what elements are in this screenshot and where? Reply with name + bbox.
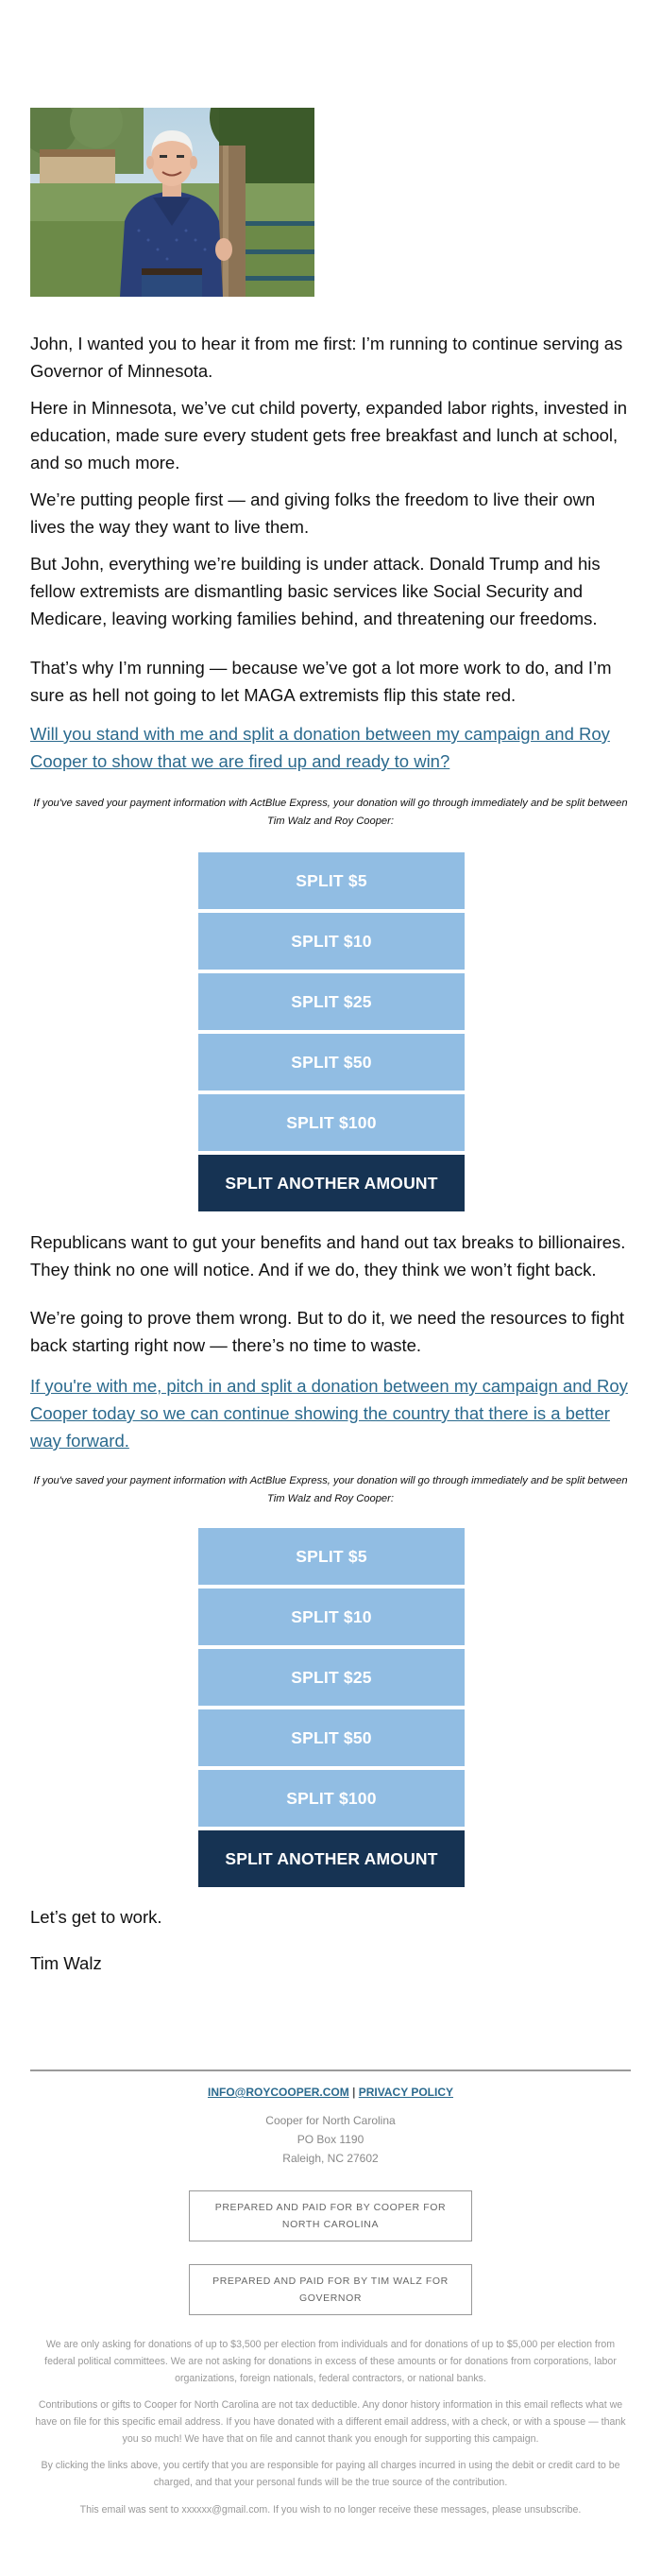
paid-for-box-walz: [189, 2264, 472, 2315]
paid-for-text-walz: PREPARED AND PAID FOR BY TIM WALZ FOR GOVERNOR: [212, 2275, 449, 2304]
under-attack-paragraph: But John, everything we’re building is under attack. Donald Trump and his fellow extremists are dismantling basic services like Social Security and Medicare, leaving working families behind, and threatening our freedoms.: [30, 554, 601, 628]
paid-for-box-cooper: [189, 2190, 472, 2241]
address-line-1: Cooper for North Carolina: [265, 2114, 396, 2127]
donate-link-1[interactable]: Will you stand with me and split a donation between my campaign and Roy Cooper to show that we are fired up and ready to win?: [30, 724, 610, 771]
address-line-3: Raleigh, NC 27602: [282, 2152, 379, 2165]
candidate-photo: [30, 108, 314, 297]
split-100-button[interactable]: SPLIT $100: [198, 1094, 465, 1151]
footer-links: [30, 2086, 631, 2099]
tax-disclaimer: Contributions or gifts to Cooper for North Carolina are not tax deductible. Any donor history information in this email reflects what we have on file for this specific email address. If you have donated with a different email address, with a check, or with a spouse — thank you so much! We have that on file and cannot thank you enough for supporting this campaign.: [35, 2399, 626, 2445]
split-another-amount-button[interactable]: SPLIT ANOTHER AMOUNT: [198, 1155, 465, 1211]
footer-link-separator: |: [352, 2086, 356, 2099]
intro-paragraph: John, I wanted you to hear it from me first: I’m running to continue serving as Governor of Minnesota.: [30, 334, 623, 381]
why-running-paragraph: That’s why I’m running — because we’ve got a lot more work to do, and I’m sure as hell not going to let MAGA extremists flip this state red.: [30, 658, 612, 705]
footer-email-link[interactable]: INFO@ROYCOOPER.COM: [207, 2086, 349, 2099]
actblue-note-1: If you've saved your payment information with ActBlue Express, your donation will go through immediately and be split between Tim Walz and Roy Cooper:: [33, 798, 628, 827]
actblue-note-2: If you've saved your payment information with ActBlue Express, your donation will go through immediately and be split between Tim Walz and Roy Cooper:: [33, 1475, 628, 1504]
split-10-button[interactable]: SPLIT $10: [198, 913, 465, 970]
signature: Tim Walz: [30, 1953, 102, 1973]
footer-address: [30, 2111, 631, 2168]
split-5-button[interactable]: SPLIT $5: [198, 852, 465, 909]
split-another-amount-button-2[interactable]: SPLIT ANOTHER AMOUNT: [198, 1830, 465, 1887]
address-line-2: PO Box 1190: [297, 2133, 364, 2146]
privacy-policy-link[interactable]: PRIVACY POLICY: [358, 2086, 453, 2099]
split-10-button-2[interactable]: SPLIT $10: [198, 1589, 465, 1645]
candidate-photo-image: [30, 108, 314, 297]
card-certification-disclaimer: By clicking the links above, you certify that you are responsible for paying all charges incurred in using the debit or credit card to be charged, and that your personal funds will be the true source of the contribution.: [41, 2460, 620, 2488]
unsubscribe-notice: This email was sent to xxxxxx@gmail.com. If you wish to no longer receive these messages, please unsubscribe.: [79, 2504, 582, 2516]
split-100-button-2[interactable]: SPLIT $100: [198, 1770, 465, 1827]
closing-line: Let’s get to work.: [30, 1907, 162, 1927]
accomplishments-paragraph: Here in Minnesota, we’ve cut child poverty, expanded labor rights, invested in education, made sure every student gets free breakfast and lunch at school, and so much more.: [30, 398, 628, 472]
people-first-paragraph: We’re putting people first — and giving folks the freedom to live their own lives the way they want to live them.: [30, 489, 596, 537]
footer-divider: [30, 2069, 631, 2071]
prove-wrong-paragraph: We’re going to prove them wrong. But to do it, we need the resources to fight back starting right now — there’s no time to waste.: [30, 1308, 625, 1355]
split-50-button-2[interactable]: SPLIT $50: [198, 1709, 465, 1766]
split-5-button-2[interactable]: SPLIT $5: [198, 1528, 465, 1585]
republicans-paragraph: Republicans want to gut your benefits and hand out tax breaks to billionaires. They think no one will notice. And if we do, they think we won’t fight back.: [30, 1232, 626, 1279]
split-25-button[interactable]: SPLIT $25: [198, 973, 465, 1030]
split-50-button[interactable]: SPLIT $50: [198, 1034, 465, 1091]
donate-link-2[interactable]: If you're with me, pitch in and split a donation between my campaign and Roy Cooper today so we can continue showing the country that there is a better way forward.: [30, 1376, 628, 1451]
paid-for-text-cooper: PREPARED AND PAID FOR BY COOPER FOR NORTH CAROLINA: [214, 2202, 447, 2230]
contribution-limits-disclaimer: We are only asking for donations of up to $3,500 per election from individuals and for donations of up to $5,000 per election from federal political committees. We are not asking for donations in excess of these amounts or for donations from corporations, labor organizations, foreign nationals, federal contractors, or national banks.: [44, 2339, 617, 2384]
split-25-button-2[interactable]: SPLIT $25: [198, 1649, 465, 1706]
